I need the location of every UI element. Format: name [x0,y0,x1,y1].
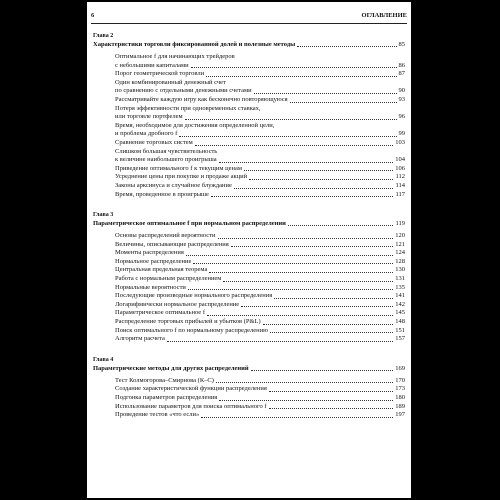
entry-title-line: с небольшими капиталами [115,61,189,69]
toc-entry[interactable] [93,249,405,258]
entry-title-line: Логарифмически нормальное распределение [115,300,240,308]
dot-leader [206,76,396,77]
entry-row [115,156,405,165]
dot-leader [231,246,393,247]
entry-page: 173 [395,385,405,393]
toc-entry[interactable] [93,385,405,394]
dot-leader [219,162,394,163]
entry-title-line: Время, проведенное в проигрыше [115,190,209,198]
dot-leader [211,196,394,197]
section-title: ОГЛАВЛЕНИЕ [361,12,407,19]
toc-entry[interactable] [93,191,405,200]
entry-row [115,87,405,96]
entry-page: 103 [395,138,405,146]
entry-row [115,377,405,386]
dot-leader [207,315,393,316]
toc-entry[interactable] [93,301,405,310]
entry-row [115,284,405,293]
entry-row [115,327,405,336]
entry-row [115,249,405,258]
toc-entry[interactable] [93,148,405,165]
chapter-label: Глава 4 [93,356,114,363]
entry-page: 141 [395,292,405,300]
entry-title-line: Приведение оптимального f к текущим ценам [115,164,242,172]
entry-title-line: Алгоритм расчета [115,335,165,343]
entry-title-line: Поиск оптимального f по нормальному распределению [115,326,268,334]
dot-leader [263,324,394,325]
entry-title-line: Потеря эффективности при одновременных ставках, [115,104,261,112]
dot-leader [290,102,397,103]
dot-leader [223,281,393,282]
entry-title-line: Моменты распределения [115,249,184,257]
entry-page: 145 [395,309,405,317]
chapter-heading[interactable] [93,219,405,228]
dot-leader [191,67,397,68]
entry-title-line: Усреднение цены при покупке и продаже акций [115,173,248,181]
dot-leader [216,382,393,383]
dot-leader [179,136,396,137]
dot-leader [270,332,393,333]
toc-entry[interactable] [93,122,405,139]
chapter-title: Параметрическое оптимальное f при нормальном распределении [93,220,286,228]
dot-leader [193,263,393,264]
entry-row [115,301,405,310]
entry-page: 114 [395,181,405,189]
entry-title-line: Распределение торговых прибылей и убытков (P&L) [115,318,261,326]
entry-row [115,335,405,344]
entry-page: 130 [395,266,405,274]
dot-leader [209,272,393,273]
entry-page: 117 [395,190,405,198]
toc-entry[interactable] [93,284,405,293]
entry-row [115,191,405,200]
chapter-title: Характеристики торговли фиксированной долей и полезные методы [93,41,296,48]
entry-row [115,165,405,174]
toc-entry[interactable] [93,139,405,148]
entry-page: 90 [398,87,405,95]
entry-title-line: Работа с нормальным распределением [115,275,222,283]
entry-title-line: по сравнению с отдельными денежными счетами [115,87,252,95]
dot-leader [218,238,394,239]
entry-title-line: Один комбинированный денежный счет [115,78,226,86]
entry-row [115,411,405,420]
entry-page: 135 [395,283,405,291]
entry-row [115,70,405,79]
entry-row [115,266,405,275]
entry-page: 148 [395,318,405,326]
toc-entry[interactable] [93,79,405,96]
entry-page: 106 [395,164,405,172]
entry-page: 142 [395,300,405,308]
entry-title-line: Порог геометрической торговли [115,70,205,78]
entry-row [115,403,405,412]
chapter-page: 119 [395,220,405,228]
dot-leader [249,179,393,180]
entry-page: 120 [395,232,405,240]
dot-leader [241,306,393,307]
toc-entry[interactable] [93,266,405,275]
entry-page: 104 [395,156,405,164]
toc-chapter [93,32,405,199]
entry-row [115,318,405,327]
dot-leader [251,370,394,371]
entry-page: 197 [395,411,405,419]
dot-leader [274,298,393,299]
entry-title-line: Сравнение торговых систем [115,138,193,146]
entry-page: 170 [395,376,405,384]
dot-leader [244,170,393,171]
entry-page: 87 [398,70,405,78]
entry-row [115,309,405,318]
entry-page: 189 [395,402,405,410]
toc-chapter [93,356,405,420]
entry-row [115,394,405,403]
entry-row [115,139,405,148]
entry-row [115,232,405,241]
entry-row [115,385,405,394]
entry-row [115,62,405,71]
dot-leader [185,119,397,120]
entry-page: 93 [398,95,405,103]
entry-title-line: Слишком большая чувствительность [115,147,218,155]
entry-page: 180 [395,394,405,401]
toc-entry[interactable] [93,394,405,403]
toc-entry[interactable] [93,327,405,336]
dot-leader [201,417,393,418]
entry-row [115,130,405,139]
entry-title-line: Создание характеристической функции распределения [115,385,267,393]
dot-leader [186,255,393,256]
entry-page: 124 [395,249,405,257]
chapter-heading[interactable] [93,364,405,373]
toc-entry[interactable] [93,173,405,182]
toc-entry[interactable] [93,275,405,284]
toc-entry[interactable] [93,309,405,318]
dot-leader [269,408,394,409]
entry-title-line: Центральная предельная теорема [115,266,208,274]
chapter-title: Параметрические методы для других распределений [93,364,249,372]
entry-page: 131 [395,275,405,283]
entry-title-line: к величине наибольшего проигрыша [115,156,217,164]
entry-title-line: Основы распределений вероятности [115,232,216,240]
entry-title-line: Оптимальное f для начинающих трейдеров [115,53,235,60]
entry-title-line: Нормальные вероятности [115,283,186,291]
entry-row [115,173,405,182]
chapter-page: 85 [398,41,405,48]
running-header [91,11,407,24]
entry-row [115,258,405,267]
toc-entry[interactable] [93,182,405,191]
toc-entry[interactable] [93,70,405,79]
chapter-label: Глава 3 [93,212,114,219]
toc-entry[interactable] [93,292,405,301]
entry-title-line: Использование параметров для поиска оптимального f [115,402,267,410]
entry-page: 86 [398,61,405,69]
entry-title-line: Подгонка параметров распределения [115,394,218,401]
chapter-label: Глава 2 [93,33,114,39]
entry-page: 121 [395,240,405,248]
chapter-page: 169 [395,364,405,372]
dot-leader [234,188,394,189]
entry-row [115,182,405,191]
toc-entry[interactable] [93,232,405,241]
dot-leader [254,93,397,94]
entry-page: 128 [395,257,405,265]
page-number: 6 [91,12,95,19]
dot-leader [269,391,393,392]
chapter-heading[interactable] [93,40,405,49]
toc-entry[interactable] [93,411,405,420]
toc-entry[interactable] [93,335,405,344]
entry-row [115,275,405,284]
entry-title-line: Законы арксинуса и случайное блуждание [115,181,232,189]
entry-page: 96 [398,113,405,121]
entry-row [115,96,405,105]
dot-leader [167,341,393,342]
entry-title-line: Рассматривайте каждую игру как бесконечно повторяющуюся [115,95,288,103]
entry-page: 157 [395,335,405,343]
toc-entry[interactable] [93,258,405,267]
dot-leader [288,225,394,226]
entry-title-line: Параметрическое оптимальное f [115,309,205,317]
toc-entry[interactable] [93,96,405,105]
entry-title-line: Величины, описывающие распределения [115,240,229,248]
entry-row [115,113,405,122]
entry-title-line: и проблема дробного f [115,130,178,138]
toc-entry[interactable] [93,241,405,250]
toc-entry[interactable] [93,403,405,412]
entry-row [115,241,405,250]
entry-title-line: Нормальное распределение [115,257,192,265]
toc-entry[interactable] [93,53,405,70]
entry-page: 151 [395,326,405,334]
toc-entry[interactable] [93,318,405,327]
entry-title-line: Проведение тестов «что если» [115,411,200,419]
entry-title-line: или торговле портфелем [115,113,183,121]
table-of-contents [93,32,405,420]
dot-leader [297,46,396,47]
entry-title-line: Последующие производные нормального распределения [115,292,273,300]
toc-entry[interactable] [93,377,405,386]
dot-leader [219,400,393,401]
toc-entry[interactable] [93,105,405,122]
toc-entry[interactable] [93,165,405,174]
book-page [87,2,411,498]
dot-leader [195,145,393,146]
entry-row [115,292,405,301]
toc-chapter [93,211,405,344]
dot-leader [188,289,393,290]
entry-page: 112 [395,173,405,181]
entry-title-line: Тест Колмогорова–Смирнова (К–С) [115,376,214,384]
entry-page: 99 [398,130,405,138]
entry-title-line: Время, необходимое для достижения определенной цели, [115,121,275,129]
